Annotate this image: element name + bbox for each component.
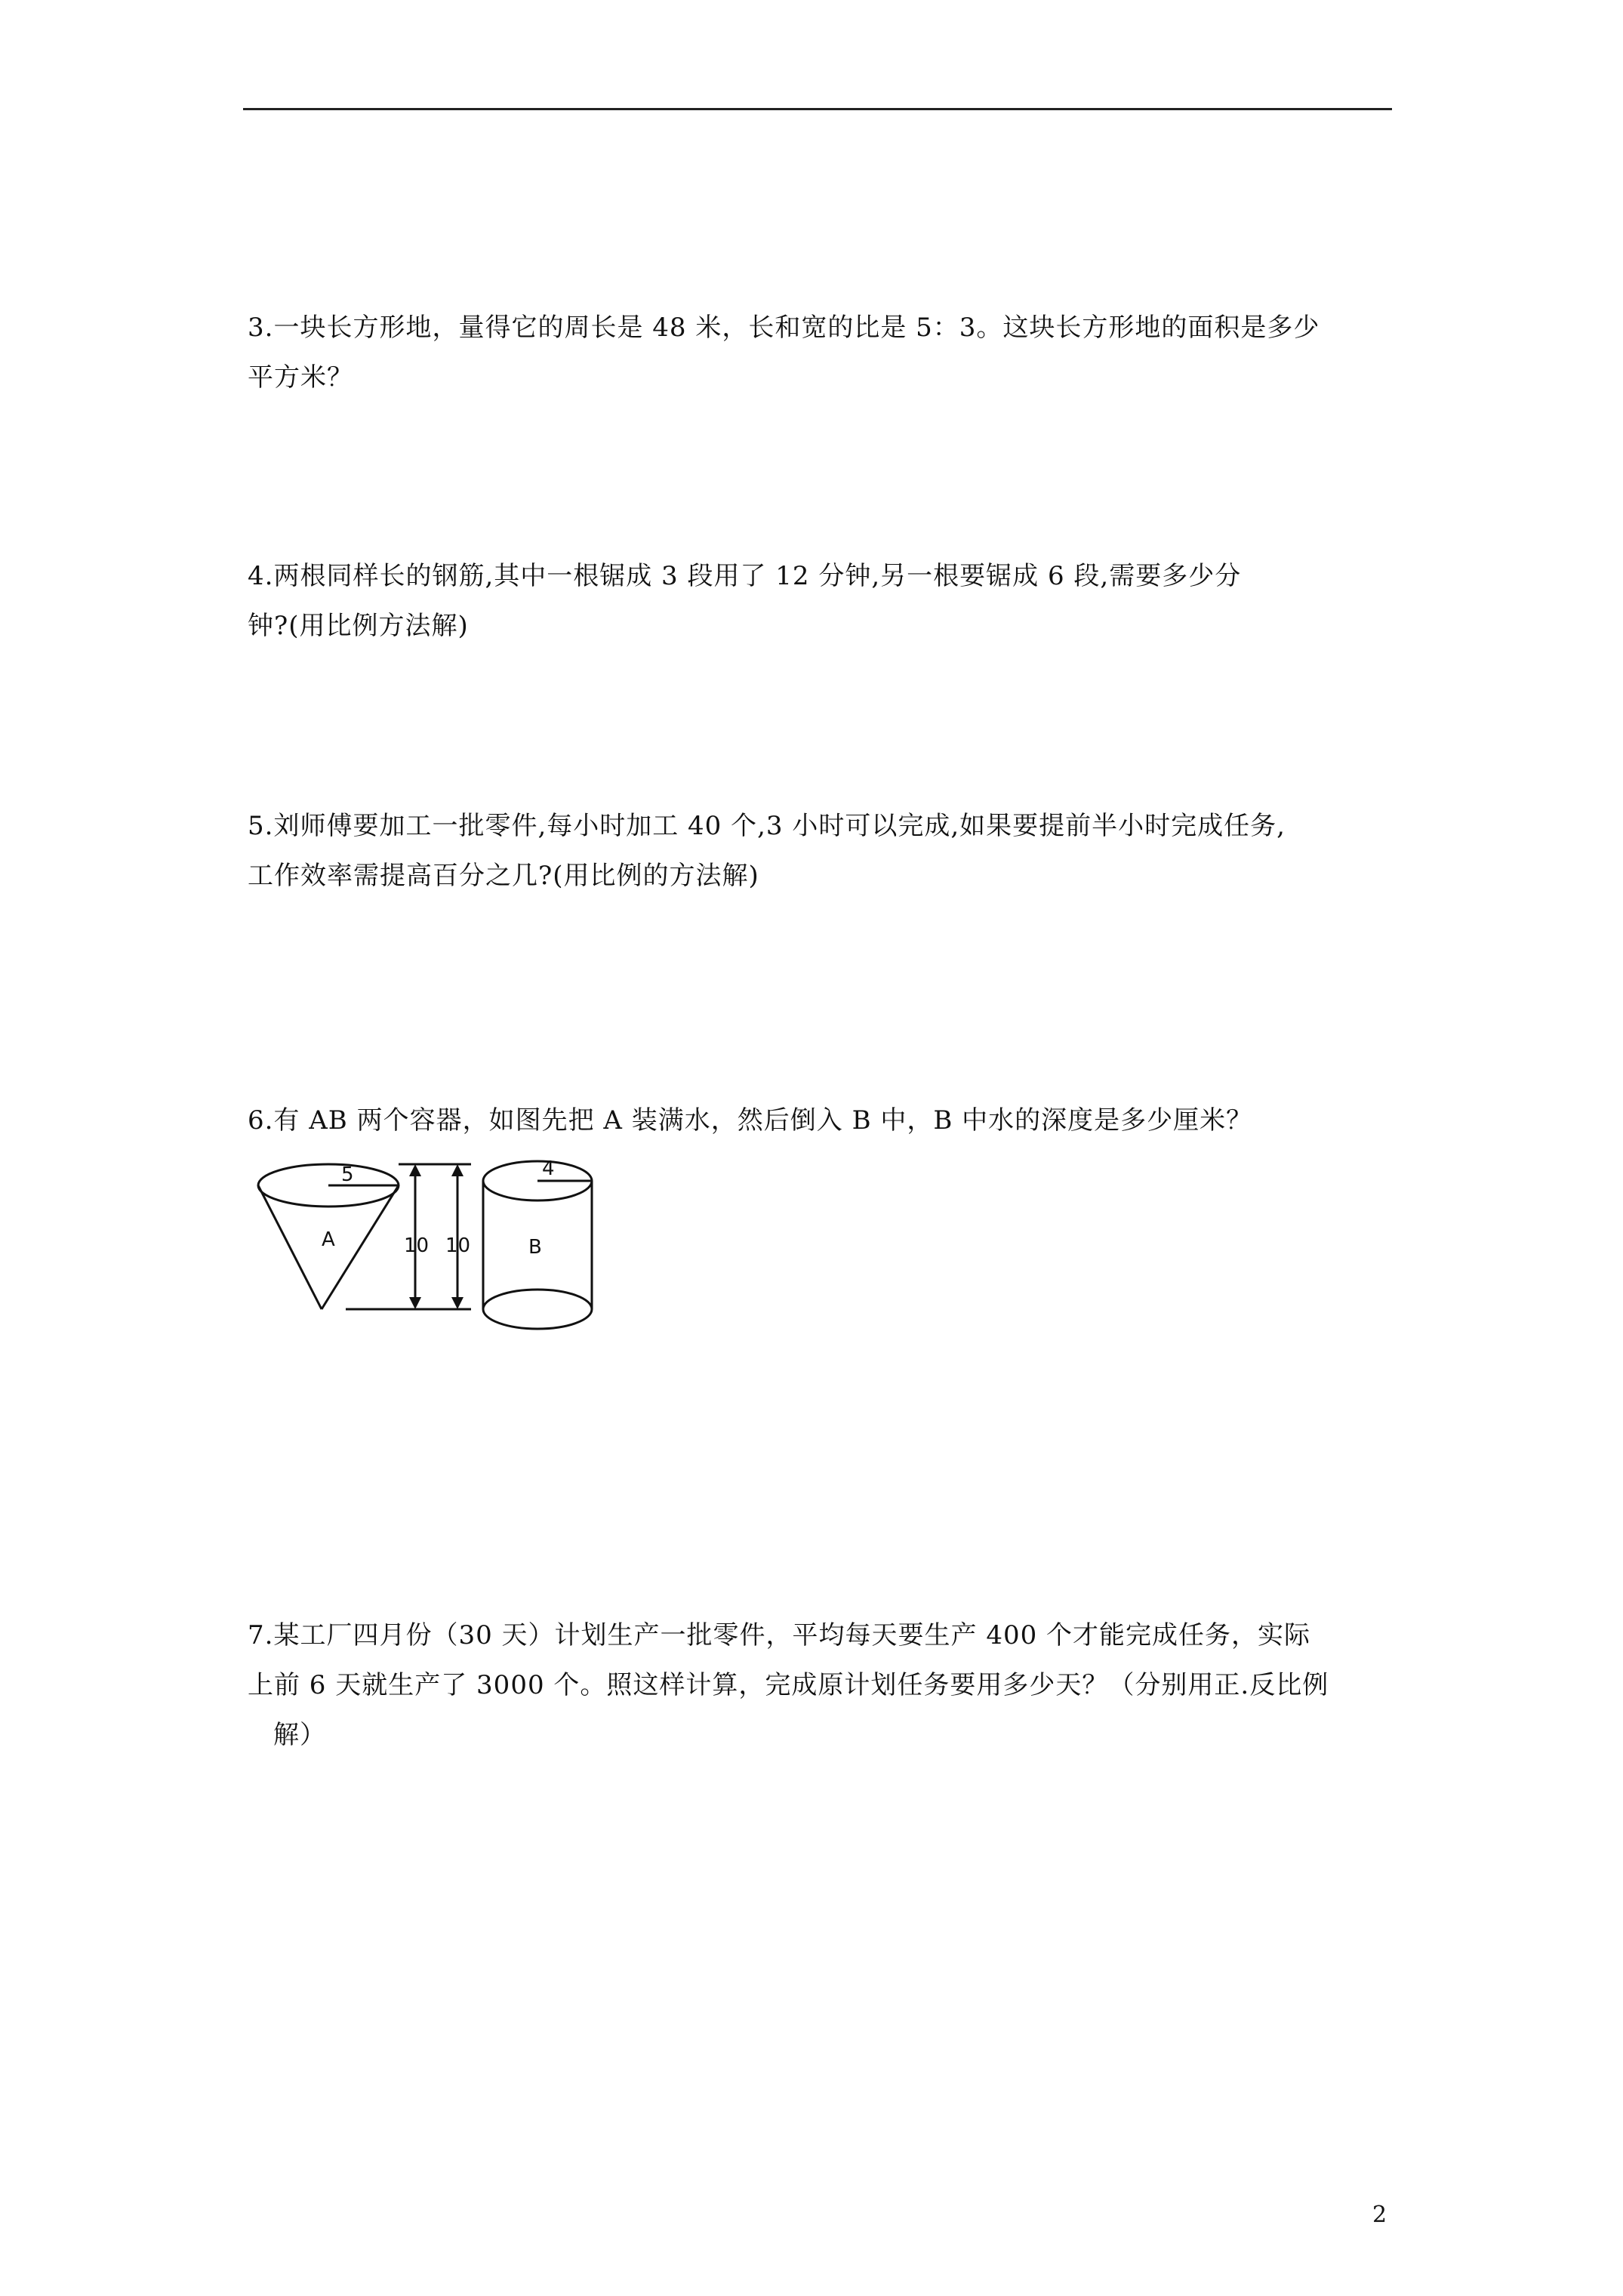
problem-5-line-1: 5.刘师傅要加工一批零件,每小时加工 40 个,3 小时可以完成,如果要提前半小时完成任务, bbox=[248, 811, 1286, 841]
cylinder-bottom-ellipse bbox=[483, 1290, 592, 1329]
cylinder-label: B bbox=[528, 1236, 542, 1259]
header-rule bbox=[243, 108, 1392, 110]
page-number: 2 bbox=[1372, 2202, 1387, 2228]
containers-figure bbox=[251, 1149, 610, 1338]
problem-4 bbox=[248, 551, 1392, 651]
problem-4-line-1: 4.两根同样长的钢筋,其中一根锯成 3 段用了 12 分钟,另一根要锯成 6 段,需要多少分 bbox=[248, 561, 1242, 591]
problem-7 bbox=[248, 1610, 1392, 1760]
problem-7-line-3: 解） bbox=[273, 1720, 326, 1750]
problem-5-line-2: 工作效率需提高百分之几?(用比例的方法解) bbox=[248, 861, 759, 891]
cone-height-label: 10 bbox=[404, 1234, 430, 1257]
problem-3-line-2: 平方米？ bbox=[248, 362, 353, 393]
cone-label: A bbox=[322, 1228, 335, 1251]
cylinder-height-arrow-up bbox=[451, 1164, 463, 1176]
cone-radius-label: 5 bbox=[341, 1163, 354, 1186]
containers-diagram bbox=[251, 1149, 610, 1338]
problem-3-line-1: 3.一块长方形地，量得它的周长是 48 米，长和宽的比是 5：3。这块长方形地的面积是多少 bbox=[248, 313, 1320, 343]
problem-5 bbox=[248, 801, 1392, 901]
problem-7-line-2: 上前 6 天就生产了 3000 个。照这样计算，完成原计划任务要用多少天？（分别用正.反比例 bbox=[248, 1670, 1329, 1700]
cone-height-arrow-up bbox=[409, 1164, 421, 1176]
cone-height-arrow-down bbox=[409, 1297, 421, 1309]
cylinder-height-arrow-down bbox=[451, 1297, 463, 1309]
problem-6-line-1: 6.有 AB 两个容器，如图先把 A 装满水，然后倒入 B 中，B 中水的深度是多少厘米？ bbox=[248, 1105, 1253, 1136]
problem-3 bbox=[248, 303, 1392, 402]
problem-6 bbox=[248, 1096, 1392, 1145]
problem-7-line-1: 7.某工厂四月份（30 天）计划生产一批零件，平均每天要生产 400 个才能完成任务，实际 bbox=[248, 1620, 1311, 1650]
cylinder-height-label: 10 bbox=[445, 1234, 471, 1257]
problem-4-line-2: 钟?(用比例方法解) bbox=[248, 611, 469, 641]
cylinder-radius-label: 4 bbox=[542, 1157, 555, 1180]
